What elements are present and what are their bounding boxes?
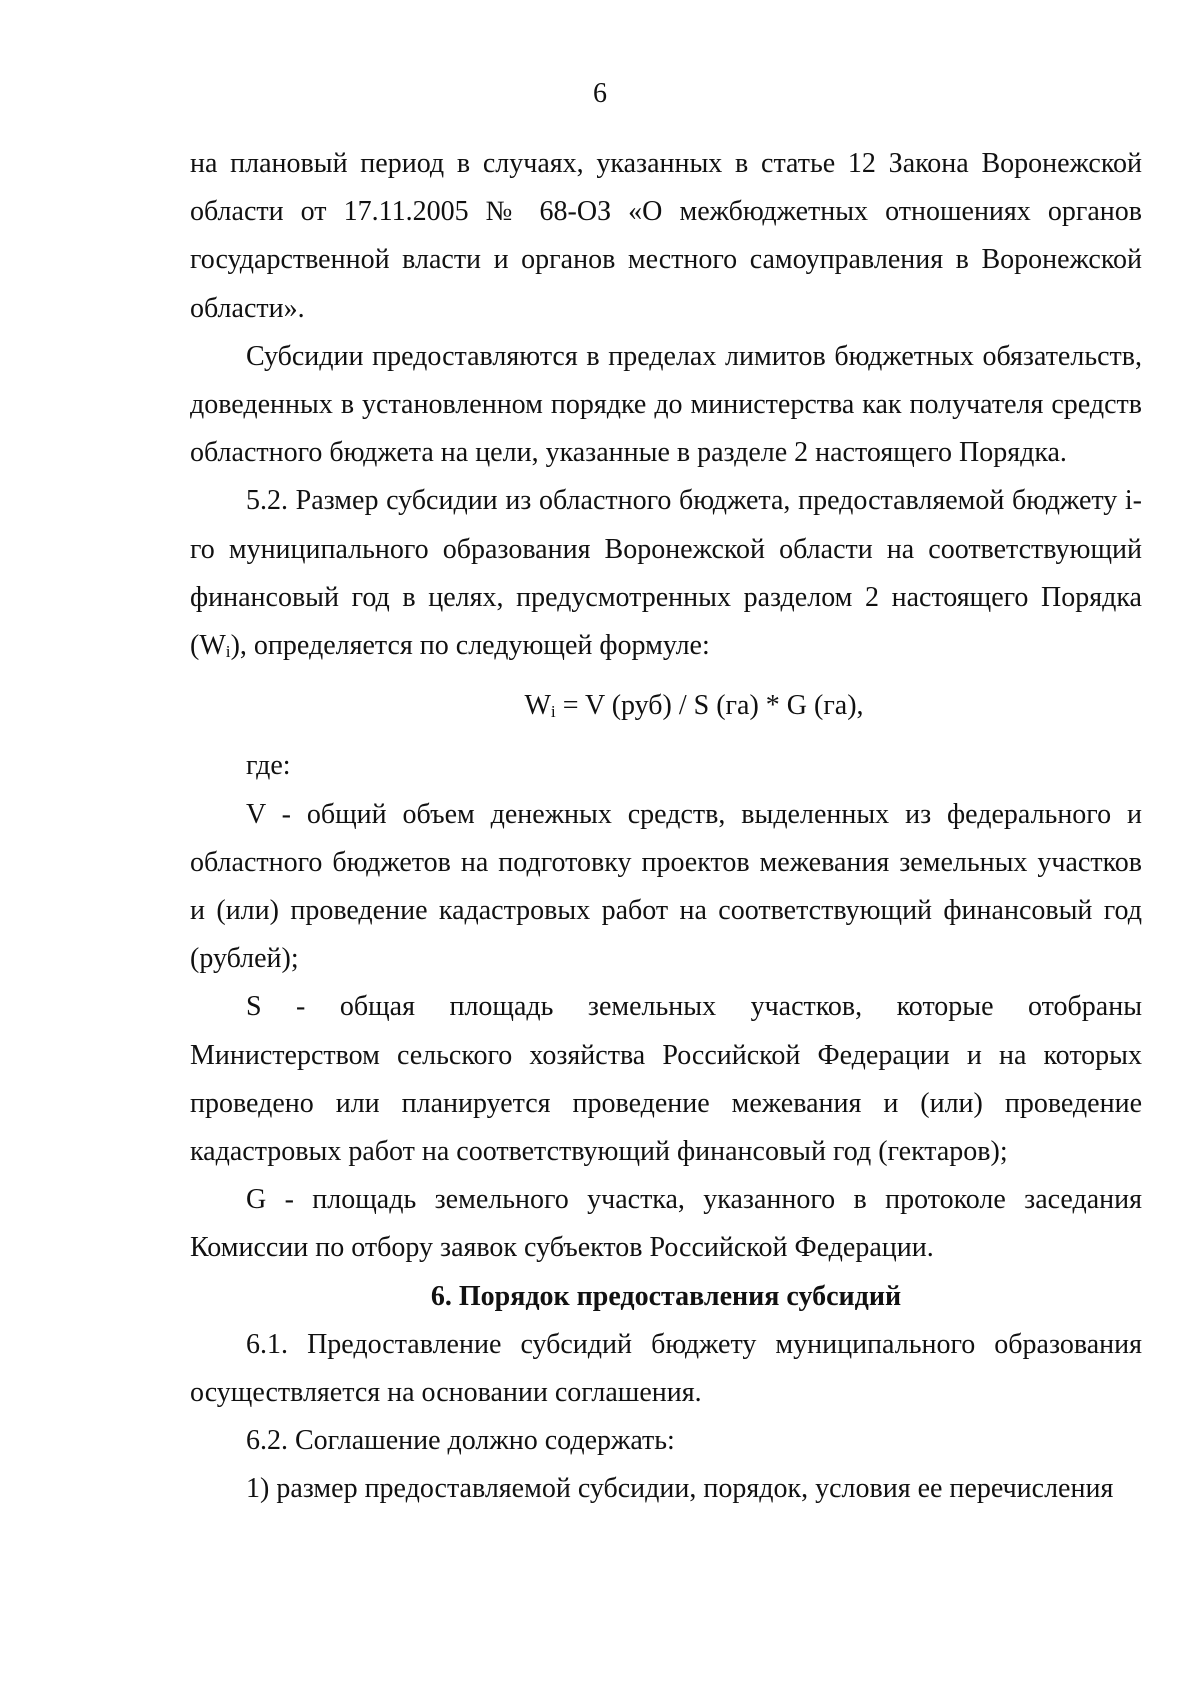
section-6-heading: 6. Порядок предоставления субсидий (430, 1280, 902, 1312)
paragraph-continuation: на плановый период в случаях, указанных в статье 12 Закона Воронежской области от 17.11.2005 № 68-ОЗ «О межбюджетных отношениях органов государственной власти и органов местного самоуправления в Воронежской области». (190, 148, 1142, 324)
formula-subscript: i (550, 702, 556, 722)
clause-6-2: 6.2. Соглашение должно содержать: (246, 1425, 675, 1457)
clause-6-1: 6.1. Предоставление субсидий бюджету муниципального образования осуществляется на основании соглашения. (190, 1328, 1142, 1409)
page-body (190, 140, 1142, 1514)
formula-rest: = V (руб) / S (га) * G (га), (555, 690, 864, 722)
clause-5-2 (190, 477, 1142, 670)
definition-s: S - общая площадь земельных участков, которые отобраны Министерством сельского хозяйства Российской Федерации и на которых проведено или планируется проведение межевания и (или) проведение кадастровых работ на соответствующий финансовый год (гектаров); (190, 991, 1142, 1168)
where-label: где: (246, 750, 291, 782)
definition-g: G - площадь земельного участка, указанного в протоколе заседания Комиссии по отбору заявок субъектов Российской Федерации. (190, 1184, 1142, 1264)
formula-w: W (524, 690, 551, 722)
definition-v: V - общий объем денежных средств, выделенных из федерального и областного бюджетов на подготовку проектов межевания земельных участков и (или) проведение кадастровых работ на соответствующий финансовый год (рублей); (190, 798, 1142, 975)
formula (190, 682, 1142, 730)
paragraph-subsidies-limits: Субсидии предоставляются в пределах лимитов бюджетных обязательств, доведенных в установленном порядке до министерства как получателя средств областного бюджета на цели, указанные в разделе 2 настоящего Порядка. (190, 340, 1142, 469)
page-number: 6 (593, 78, 607, 109)
list-item-1: 1) размер предоставляемой субсидии, порядок, условия ее перечисления (246, 1473, 1114, 1505)
clause-5-2-text: 5.2. Размер субсидии из областного бюджета, предоставляемой бюджету i-го муниципального образования Воронежской области на соответствующий финансовый год в целях, предусмотренных разделом 2 настоящего Порядка (W (190, 485, 1142, 662)
clause-5-2-subscript: i (225, 642, 231, 662)
clause-5-2-text-end: ), определяется по следующей формуле: (230, 630, 710, 662)
